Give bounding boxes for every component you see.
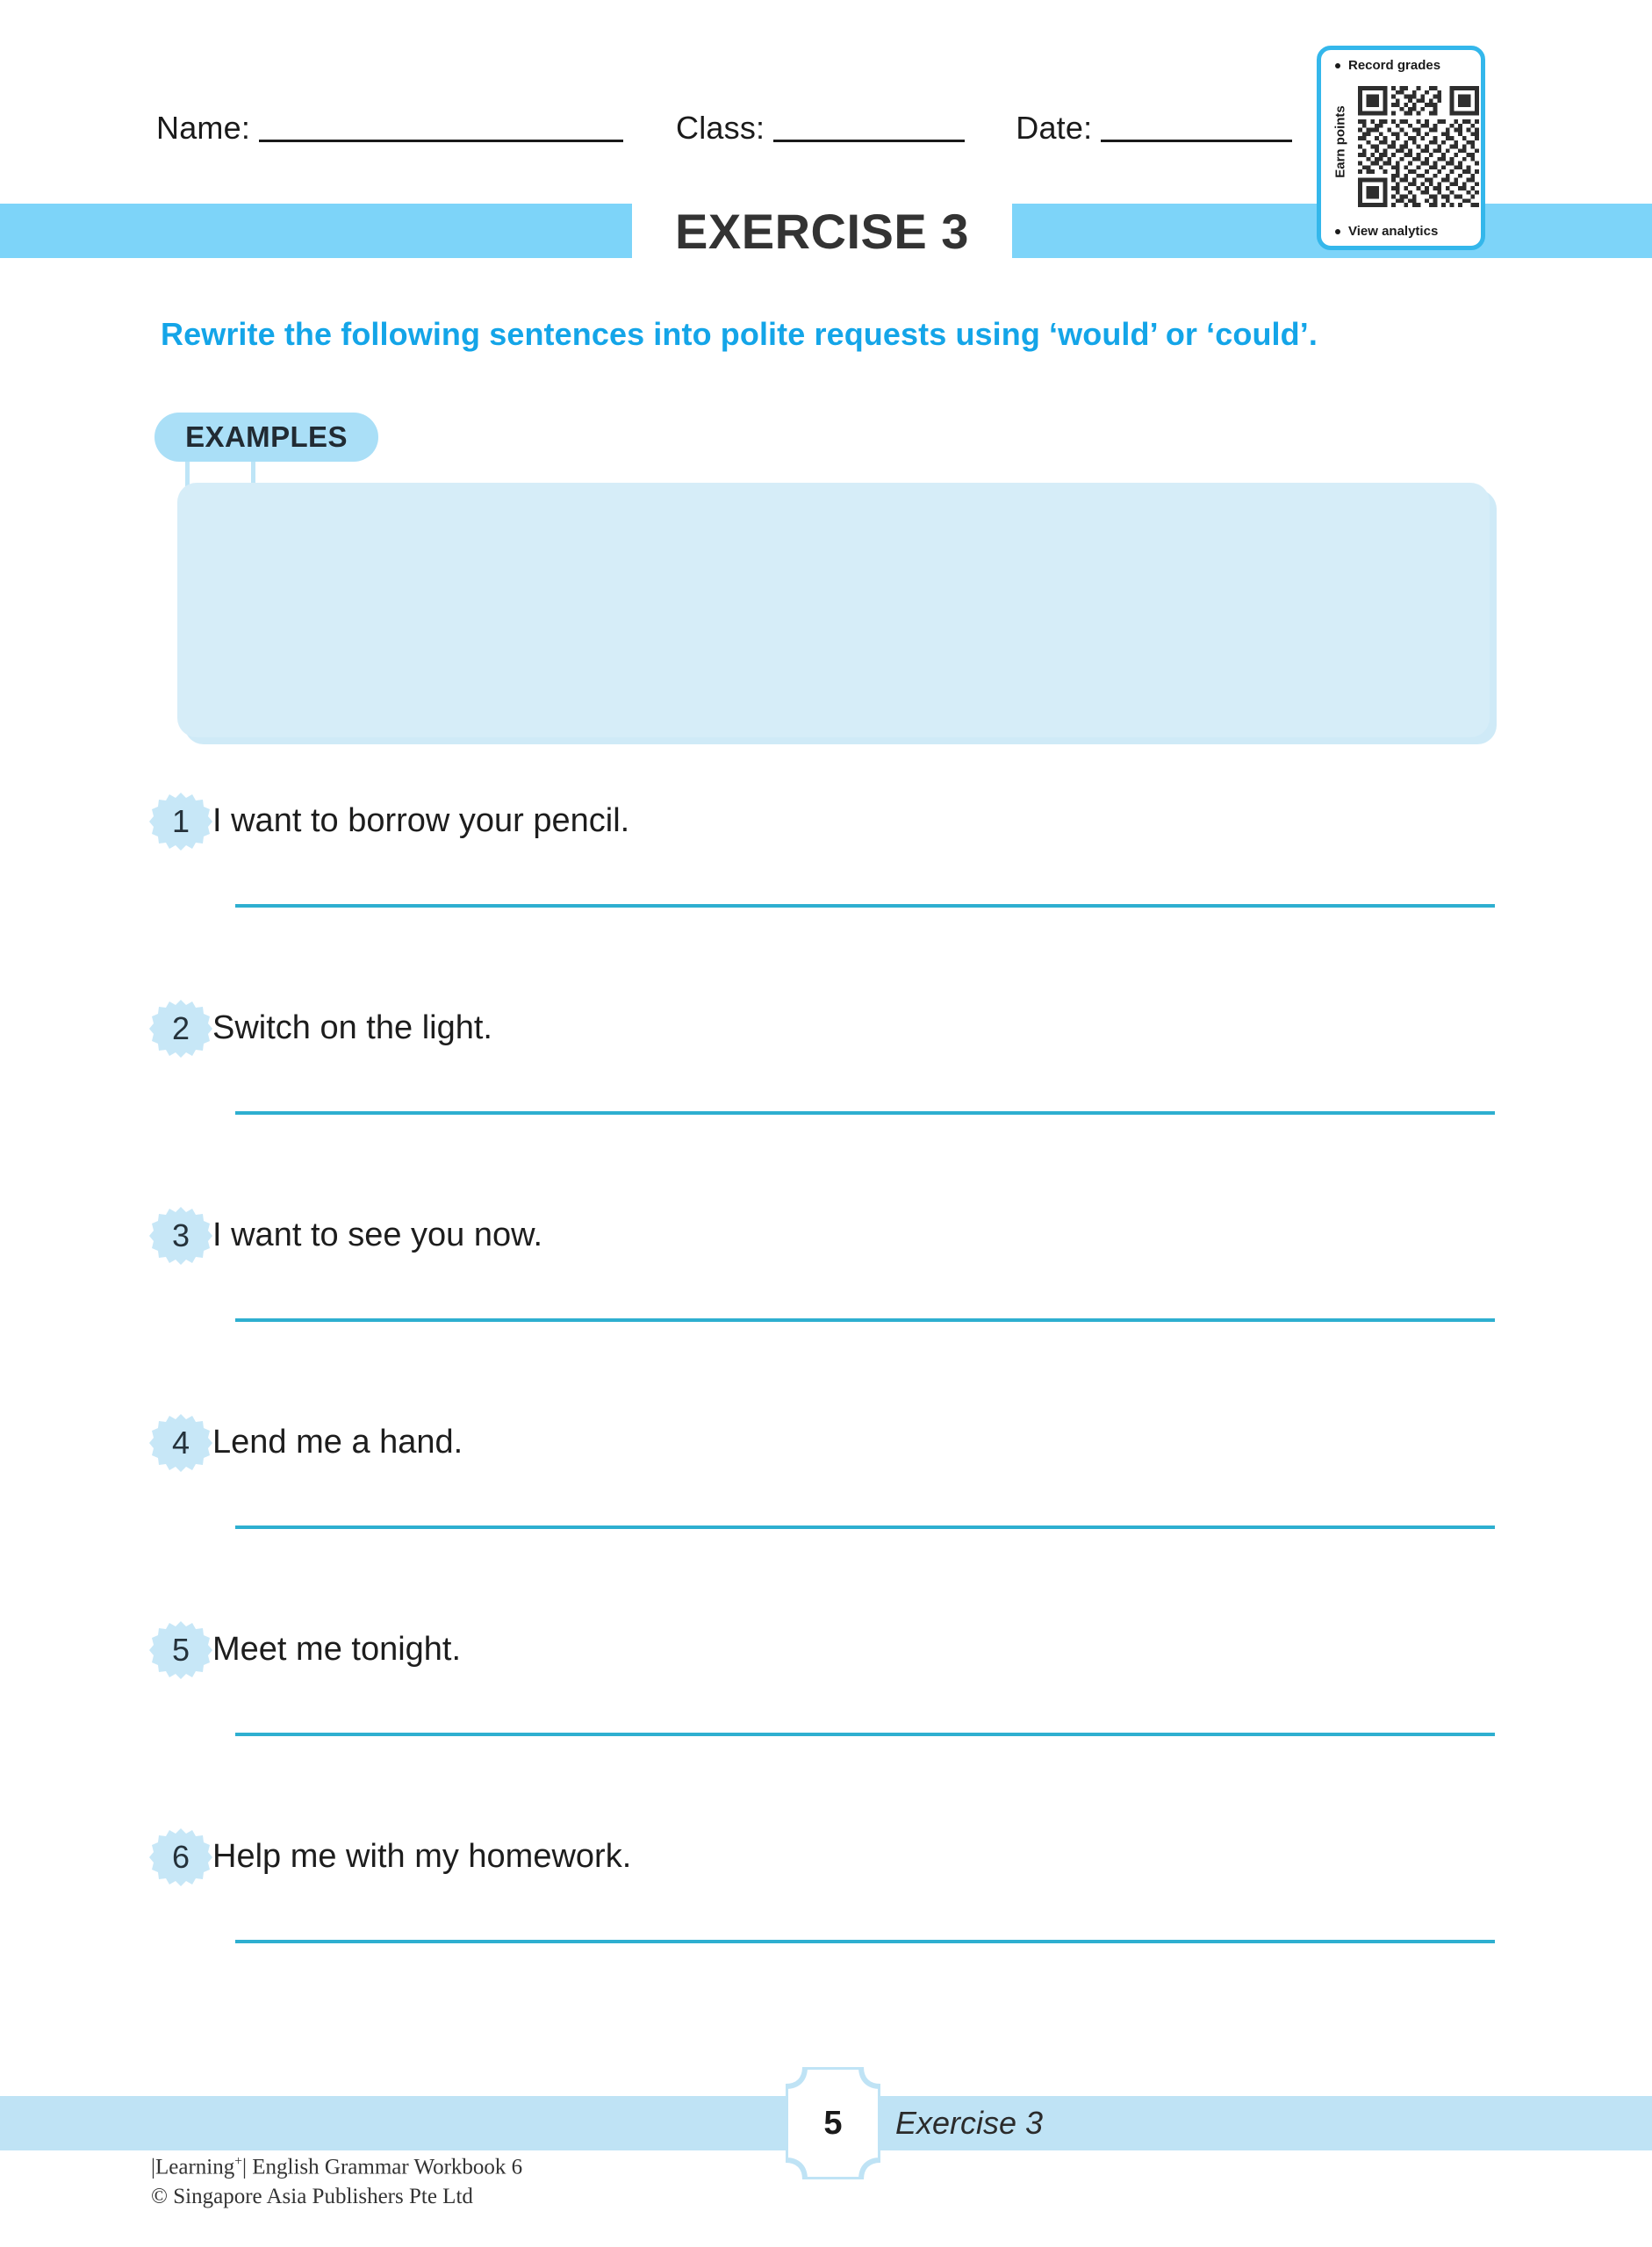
question-number-badge (149, 1619, 212, 1682)
question-item (149, 1422, 1510, 1475)
question-item (149, 1008, 1510, 1060)
qr-view-analytics-line (1335, 224, 1438, 239)
answer-write-line[interactable] (235, 1733, 1495, 1736)
question-item (149, 800, 1510, 853)
question-text: Lend me a hand. (212, 1424, 463, 1461)
qr-record-grades-text: Record grades (1348, 58, 1441, 73)
page-title: EXERCISE 3 (675, 203, 969, 259)
qr-promo-box[interactable] (1317, 46, 1485, 250)
question-text: Meet me tonight. (212, 1631, 462, 1668)
question-number: 6 (171, 1839, 190, 1875)
question-number: 2 (171, 1010, 190, 1046)
footer-copyright (151, 2152, 522, 2212)
question-number-badge (149, 1411, 212, 1475)
examples-label: EXAMPLES (154, 413, 378, 462)
date-field[interactable] (1016, 112, 1292, 146)
book-title-suffix: | English Grammar Workbook 6 (242, 2155, 523, 2179)
answer-write-line[interactable] (235, 1526, 1495, 1529)
footer-exercise-label: Exercise 3 (895, 2105, 1044, 2141)
date-write-line[interactable] (1101, 140, 1292, 142)
question-item (149, 1215, 1510, 1267)
class-write-line[interactable] (773, 140, 965, 142)
answer-write-line[interactable] (235, 904, 1495, 908)
class-label: Class: (676, 110, 765, 146)
examples-box (177, 483, 1490, 737)
question-number-badge (149, 1204, 212, 1267)
question-text: I want to borrow your pencil. (212, 802, 630, 839)
question-number-badge (149, 1826, 212, 1889)
question-number: 3 (171, 1217, 190, 1253)
class-field[interactable] (676, 112, 965, 146)
name-write-line[interactable] (259, 140, 623, 142)
plus-superscript: + (234, 2154, 242, 2169)
footer-copyright-line-2: © Singapore Asia Publishers Pte Ltd (151, 2185, 473, 2209)
question-number: 4 (171, 1425, 190, 1461)
page-number: 5 (823, 2104, 843, 2142)
question-number-badge (149, 790, 212, 853)
book-title-prefix: |Learning (151, 2155, 235, 2179)
question-text: Switch on the light. (212, 1009, 492, 1046)
qr-record-grades-line (1335, 58, 1440, 73)
qr-earn-points-text: Earn points (1332, 105, 1348, 178)
footer-copyright-line-1 (151, 2152, 522, 2182)
qr-view-analytics-text: View analytics (1348, 224, 1439, 239)
question-text: I want to see you now. (212, 1217, 543, 1253)
student-info-fields (156, 112, 1292, 146)
name-label: Name: (156, 110, 251, 146)
question-number: 5 (171, 1632, 190, 1668)
qr-code-icon[interactable] (1358, 82, 1479, 212)
question-number-badge (149, 997, 212, 1060)
answer-write-line[interactable] (235, 1318, 1495, 1322)
name-field[interactable] (156, 112, 623, 146)
question-text: Help me with my homework. (212, 1838, 632, 1875)
bullet-icon (1335, 63, 1340, 68)
question-number: 1 (171, 803, 190, 839)
instruction-text: Rewrite the following sentences into polite requests using ‘would’ or ‘could’. (161, 316, 1318, 352)
answer-write-line[interactable] (235, 1940, 1495, 1943)
bullet-icon (1335, 229, 1340, 234)
answer-write-line[interactable] (235, 1111, 1495, 1115)
question-item (149, 1629, 1510, 1682)
question-item (149, 1836, 1510, 1889)
date-label: Date: (1016, 110, 1093, 146)
